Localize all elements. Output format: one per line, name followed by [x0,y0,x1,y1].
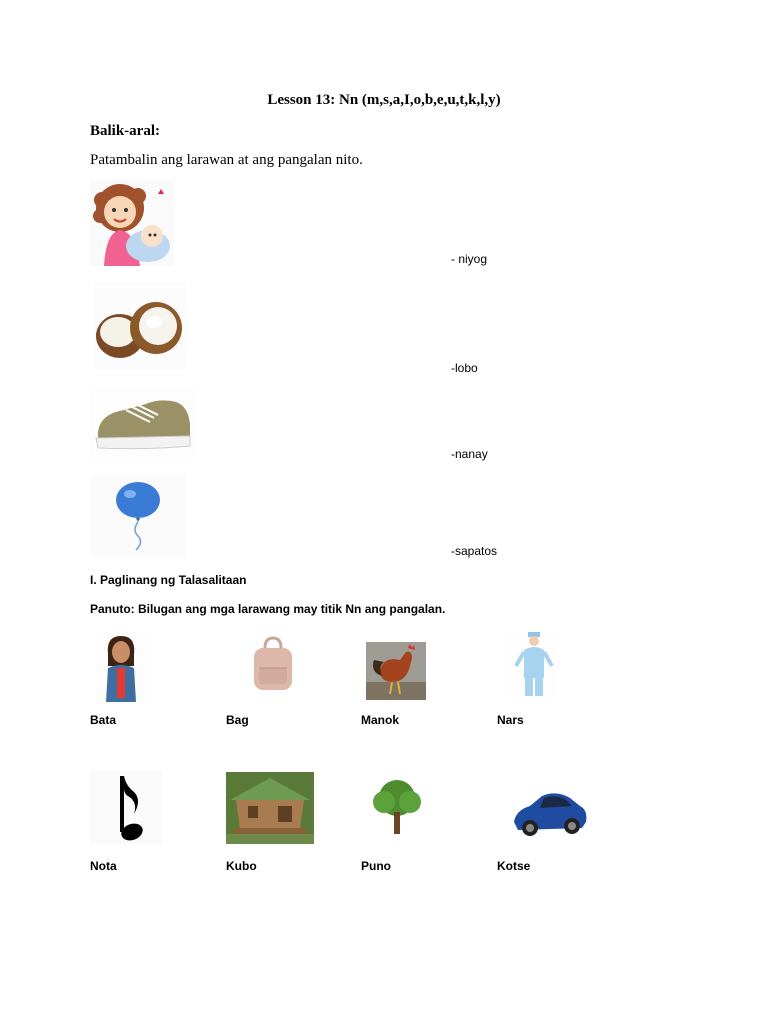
word-sapatos: -sapatos [451,544,498,558]
label-puno: Puno [361,859,391,873]
music-note-picture [90,770,162,844]
word-nanay: -nanay [451,447,488,461]
car-picture [508,782,590,842]
label-manok: Manok [361,713,400,727]
label-bata: Bata [90,713,117,727]
coconut-picture [94,282,186,370]
review-instruction: Patambalin ang larawan at ang pangalan nito. [90,152,363,168]
rooster-picture [366,642,426,700]
label-kotse: Kotse [497,859,531,873]
label-kubo: Kubo [226,859,257,873]
review-heading: Balik-aral: [90,123,160,139]
child-picture [96,632,146,702]
backpack-picture [246,636,300,692]
vocabulary-instruction: Panuto: Bilugan ang mga larawang may titik Nn ang pangalan. [90,602,446,616]
label-bag: Bag [226,713,249,727]
page-title: Lesson 13: Nn (m,s,a,I,o,b,e,u,t,k,l,y) [267,92,501,108]
label-nars: Nars [497,713,524,727]
word-niyog: - niyog [451,252,488,266]
mother-with-baby-picture [90,180,174,266]
hut-picture [226,772,314,844]
tree-picture [366,776,428,838]
word-lobo: -lobo [451,361,478,375]
nurse-picture [510,630,558,700]
balloon-picture [90,474,186,558]
label-nota: Nota [90,859,117,873]
shoe-picture [90,388,196,458]
vocabulary-heading: I. Paglinang ng Talasalitaan [90,573,247,587]
